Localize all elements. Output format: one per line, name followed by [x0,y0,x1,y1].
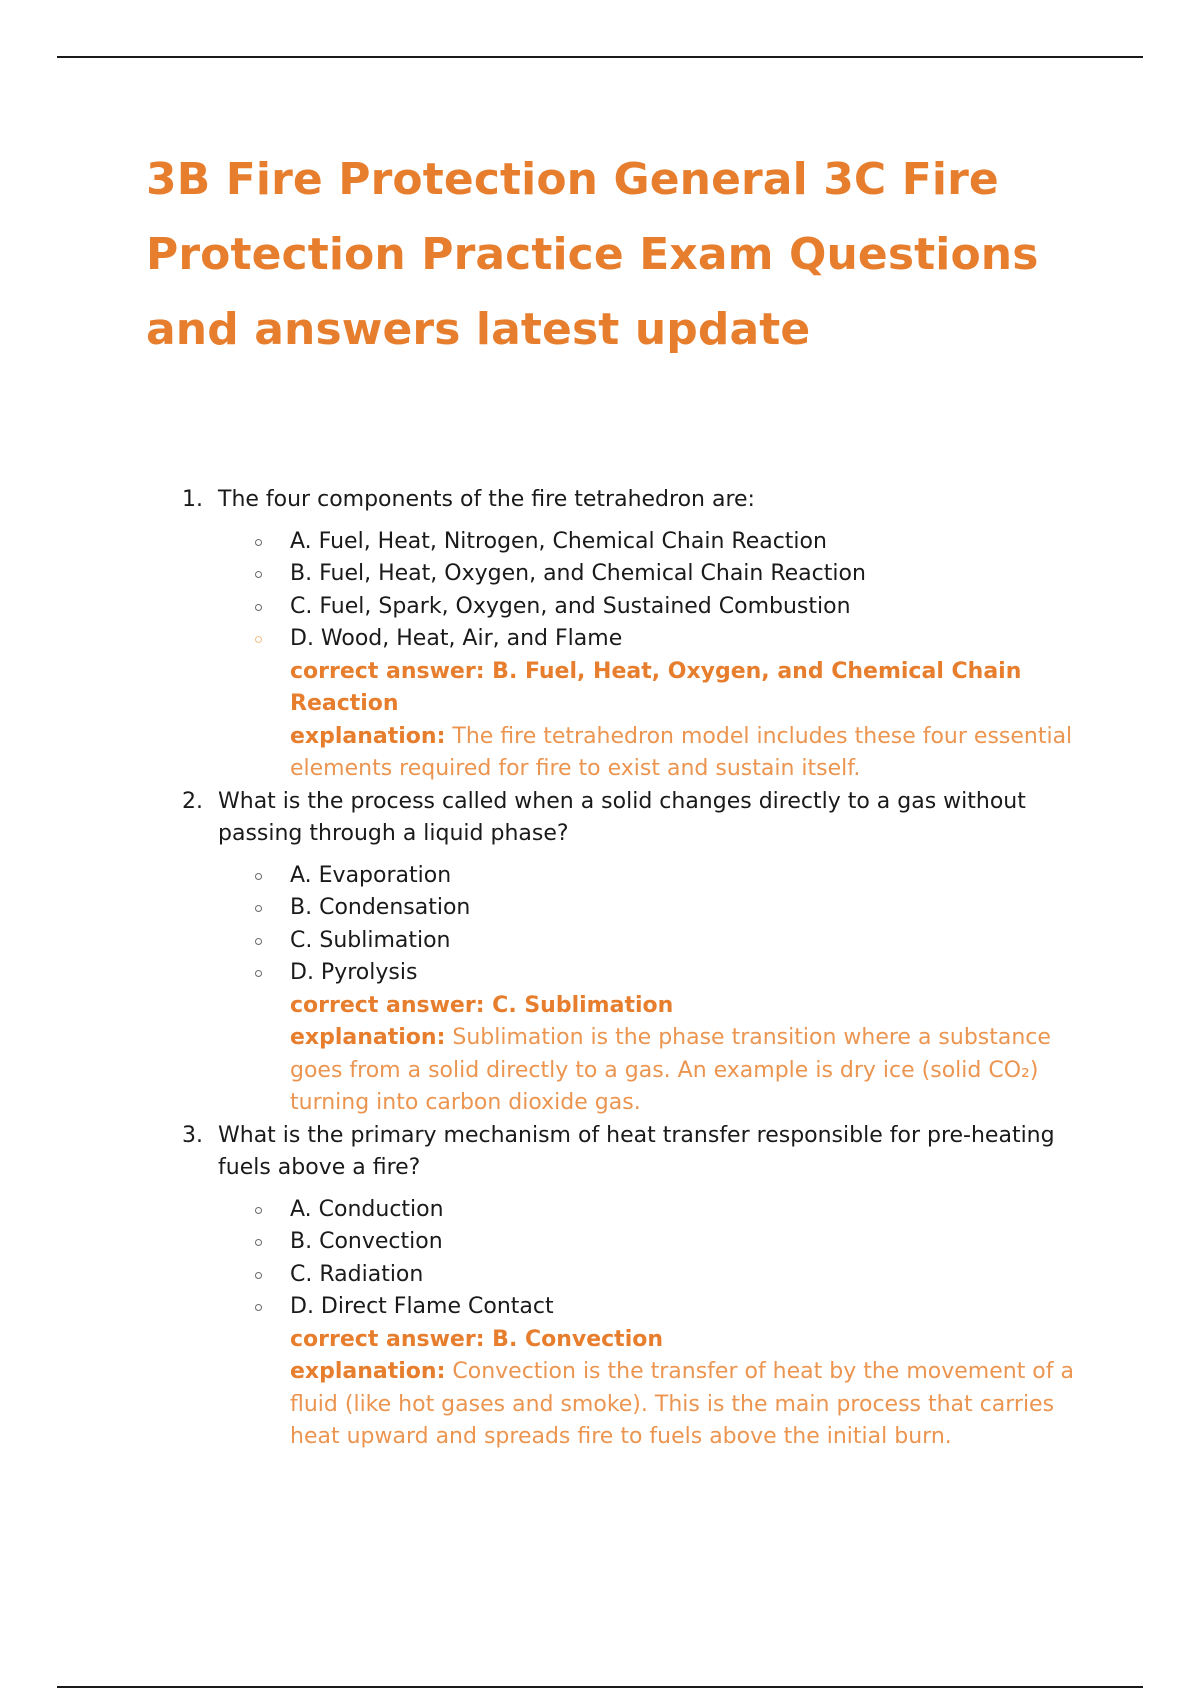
option-item [290,1226,1096,1259]
circle-bullet-icon [255,571,262,578]
question-text: What is the process called when a solid changes directly to a gas without passing through a liquid phase? [218,788,1026,846]
explanation-text: Sublimation is the phase transition where a substance goes from a solid directly to a gas. An example is dry ice (solid CO₂) turning into carbon dioxide gas. [290,1025,1051,1115]
option-text: C. Radiation [290,1261,424,1287]
option-list [218,1194,1096,1324]
explanation-text: Convection is the transfer of heat by the movement of a fluid (like hot gases and smoke). This is the main process that carries heat upward and spreads fire to fuels above the initial burn. [290,1359,1074,1449]
option-text: C. Sublimation [290,927,451,953]
answer-value: B. Convection [492,1326,664,1352]
correct-answer [290,990,1096,1023]
answer-label: correct answer: [290,658,485,684]
answer-block [218,990,1096,1120]
circle-bullet-icon [255,1207,262,1214]
option-item [290,591,1096,624]
question-text: The four components of the fire tetrahedron are: [218,487,755,512]
circle-bullet-icon [255,636,262,643]
explanation-text: The fire tetrahedron model includes these four essential elements required for fire to exist and sustain itself. [290,723,1073,781]
answer-block [218,1324,1096,1454]
option-text: D. Pyrolysis [290,960,418,985]
option-text: D. Wood, Heat, Air, and Flame [290,626,623,651]
option-text: A. Fuel, Heat, Nitrogen, Chemical Chain Reaction [290,528,827,554]
circle-bullet-icon [255,873,262,880]
option-item [290,957,1096,990]
circle-bullet-icon [255,970,262,977]
option-text: A. Conduction [290,1196,444,1222]
bottom-rule [57,1686,1143,1688]
circle-bullet-icon [255,938,262,945]
question-item [146,484,1096,786]
explanation-label: explanation: [290,723,446,749]
option-text: A. Evaporation [290,862,452,888]
option-text: B. Fuel, Heat, Oxygen, and Chemical Chain Reaction [290,561,866,586]
answer-value: C. Sublimation [492,992,674,1018]
question-item [146,786,1096,1120]
circle-bullet-icon [255,1239,262,1246]
correct-answer [290,1324,1096,1357]
option-item [290,1291,1096,1324]
question-list [146,484,1096,1454]
option-item [290,526,1096,559]
explanation [290,1022,1096,1120]
circle-bullet-icon [255,1272,262,1279]
question-item [146,1120,1096,1454]
top-rule [57,56,1143,58]
option-text: B. Convection [290,1229,443,1254]
explanation-label: explanation: [290,1025,446,1050]
question-text: What is the primary mechanism of heat transfer responsible for pre-heating fuels above a fire? [218,1122,1055,1180]
option-item [290,1194,1096,1227]
question-number: 2. [182,788,203,814]
option-item [290,860,1096,893]
circle-bullet-icon [255,604,262,611]
circle-bullet-icon [255,1304,262,1311]
option-list [218,526,1096,656]
correct-answer [290,656,1096,721]
option-item [290,1259,1096,1292]
answer-block [218,656,1096,786]
explanation [290,721,1096,786]
answer-value: B. Fuel, Heat, Oxygen, and Chemical Chain Reaction [290,658,1022,716]
option-item [290,892,1096,925]
option-item [290,925,1096,958]
option-item [290,623,1096,656]
answer-label: correct answer: [290,992,485,1018]
option-item [290,558,1096,591]
question-number: 1. [182,487,203,512]
circle-bullet-icon [255,905,262,912]
option-text: D. Direct Flame Contact [290,1294,554,1319]
page-title: 3B Fire Protection General 3C Fire Protection Practice Exam Questions and answers latest update [146,154,1039,355]
option-list [218,860,1096,990]
circle-bullet-icon [255,539,262,546]
option-text: B. Condensation [290,895,471,920]
question-number: 3. [182,1122,203,1148]
option-text: C. Fuel, Spark, Oxygen, and Sustained Combustion [290,593,851,619]
explanation-label: explanation: [290,1359,446,1384]
answer-label: correct answer: [290,1326,485,1352]
explanation [290,1356,1096,1454]
